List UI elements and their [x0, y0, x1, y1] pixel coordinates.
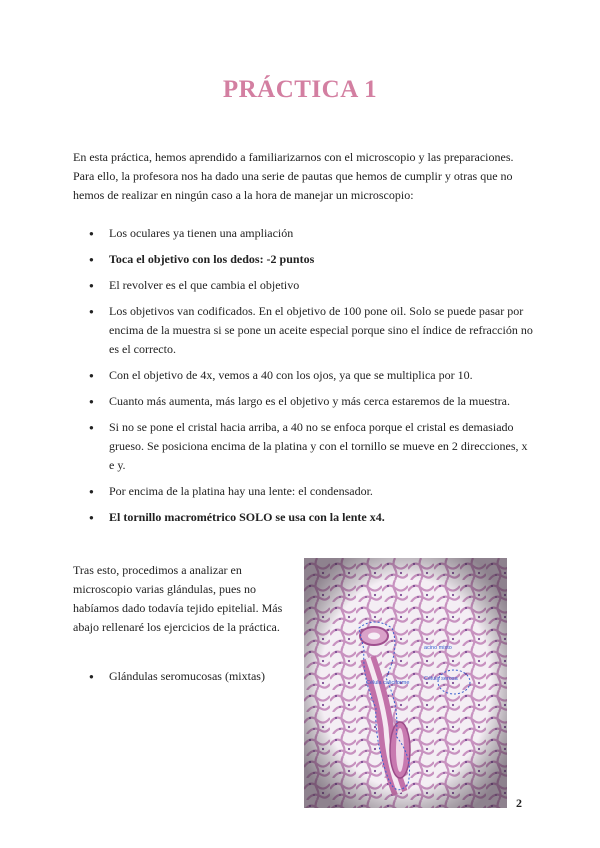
micrograph-svg: [304, 558, 507, 808]
gland-list: [73, 667, 293, 686]
page-title: PRÁCTICA 1: [222, 76, 378, 103]
rules-list: [73, 224, 533, 534]
list-item: ● Toca el objetivo con los dedos: -2 puntos: [73, 250, 533, 269]
intro-paragraph: En esta práctica, hemos aprendido a familiarizarnos con el microscopio y las preparaciones. Para ello, la profesora nos ha dado una serie de pautas que hemos de cumplir y otras que no hemos de realizar en ningún caso a la hora de manejar un microscopio:: [73, 150, 514, 202]
page-number: 2: [516, 796, 522, 810]
list-item: ● Si no se pone el cristal hacia arriba, a 40 no se enfoca porque el cristal es demasiado grueso. Se posiciona encima de la platina y con el tornillo se mueve en 2 direcciones, x e y.: [73, 418, 533, 475]
list-item: ● El tornillo macrométrico SOLO se usa con la lente x4.: [73, 508, 533, 527]
outro-paragraph: Tras esto, procedimos a analizar en microscopio varias glándulas, pues no habíamos dado todavía tejido epitelial. Más abajo rellenaré los ejercicios de la práctica.: [73, 563, 283, 634]
micrograph-image: [304, 558, 507, 808]
list-item: ● Glándulas seromucosas (mixtas): [73, 667, 293, 686]
list-item: ● El revolver es el que cambia el objetivo: [73, 276, 533, 295]
list-item: ● Los objetivos van codificados. En el objetivo de 100 pone oil. Solo se puede pasar por encima de la muestra si se pone un aceite especial porque sino el índice de refracción no es el correcto.: [73, 302, 533, 359]
list-item: ● Por encima de la platina hay una lente: el condensador.: [73, 482, 533, 501]
list-item: ● Cuanto más aumenta, más largo es el objetivo y más cerca estaremos de la muestra.: [73, 392, 533, 411]
list-item: ● Los oculares ya tienen una ampliación: [73, 224, 533, 243]
list-item: ● Con el objetivo de 4x, vemos a 40 con los ojos, ya que se multiplica por 10.: [73, 366, 533, 385]
